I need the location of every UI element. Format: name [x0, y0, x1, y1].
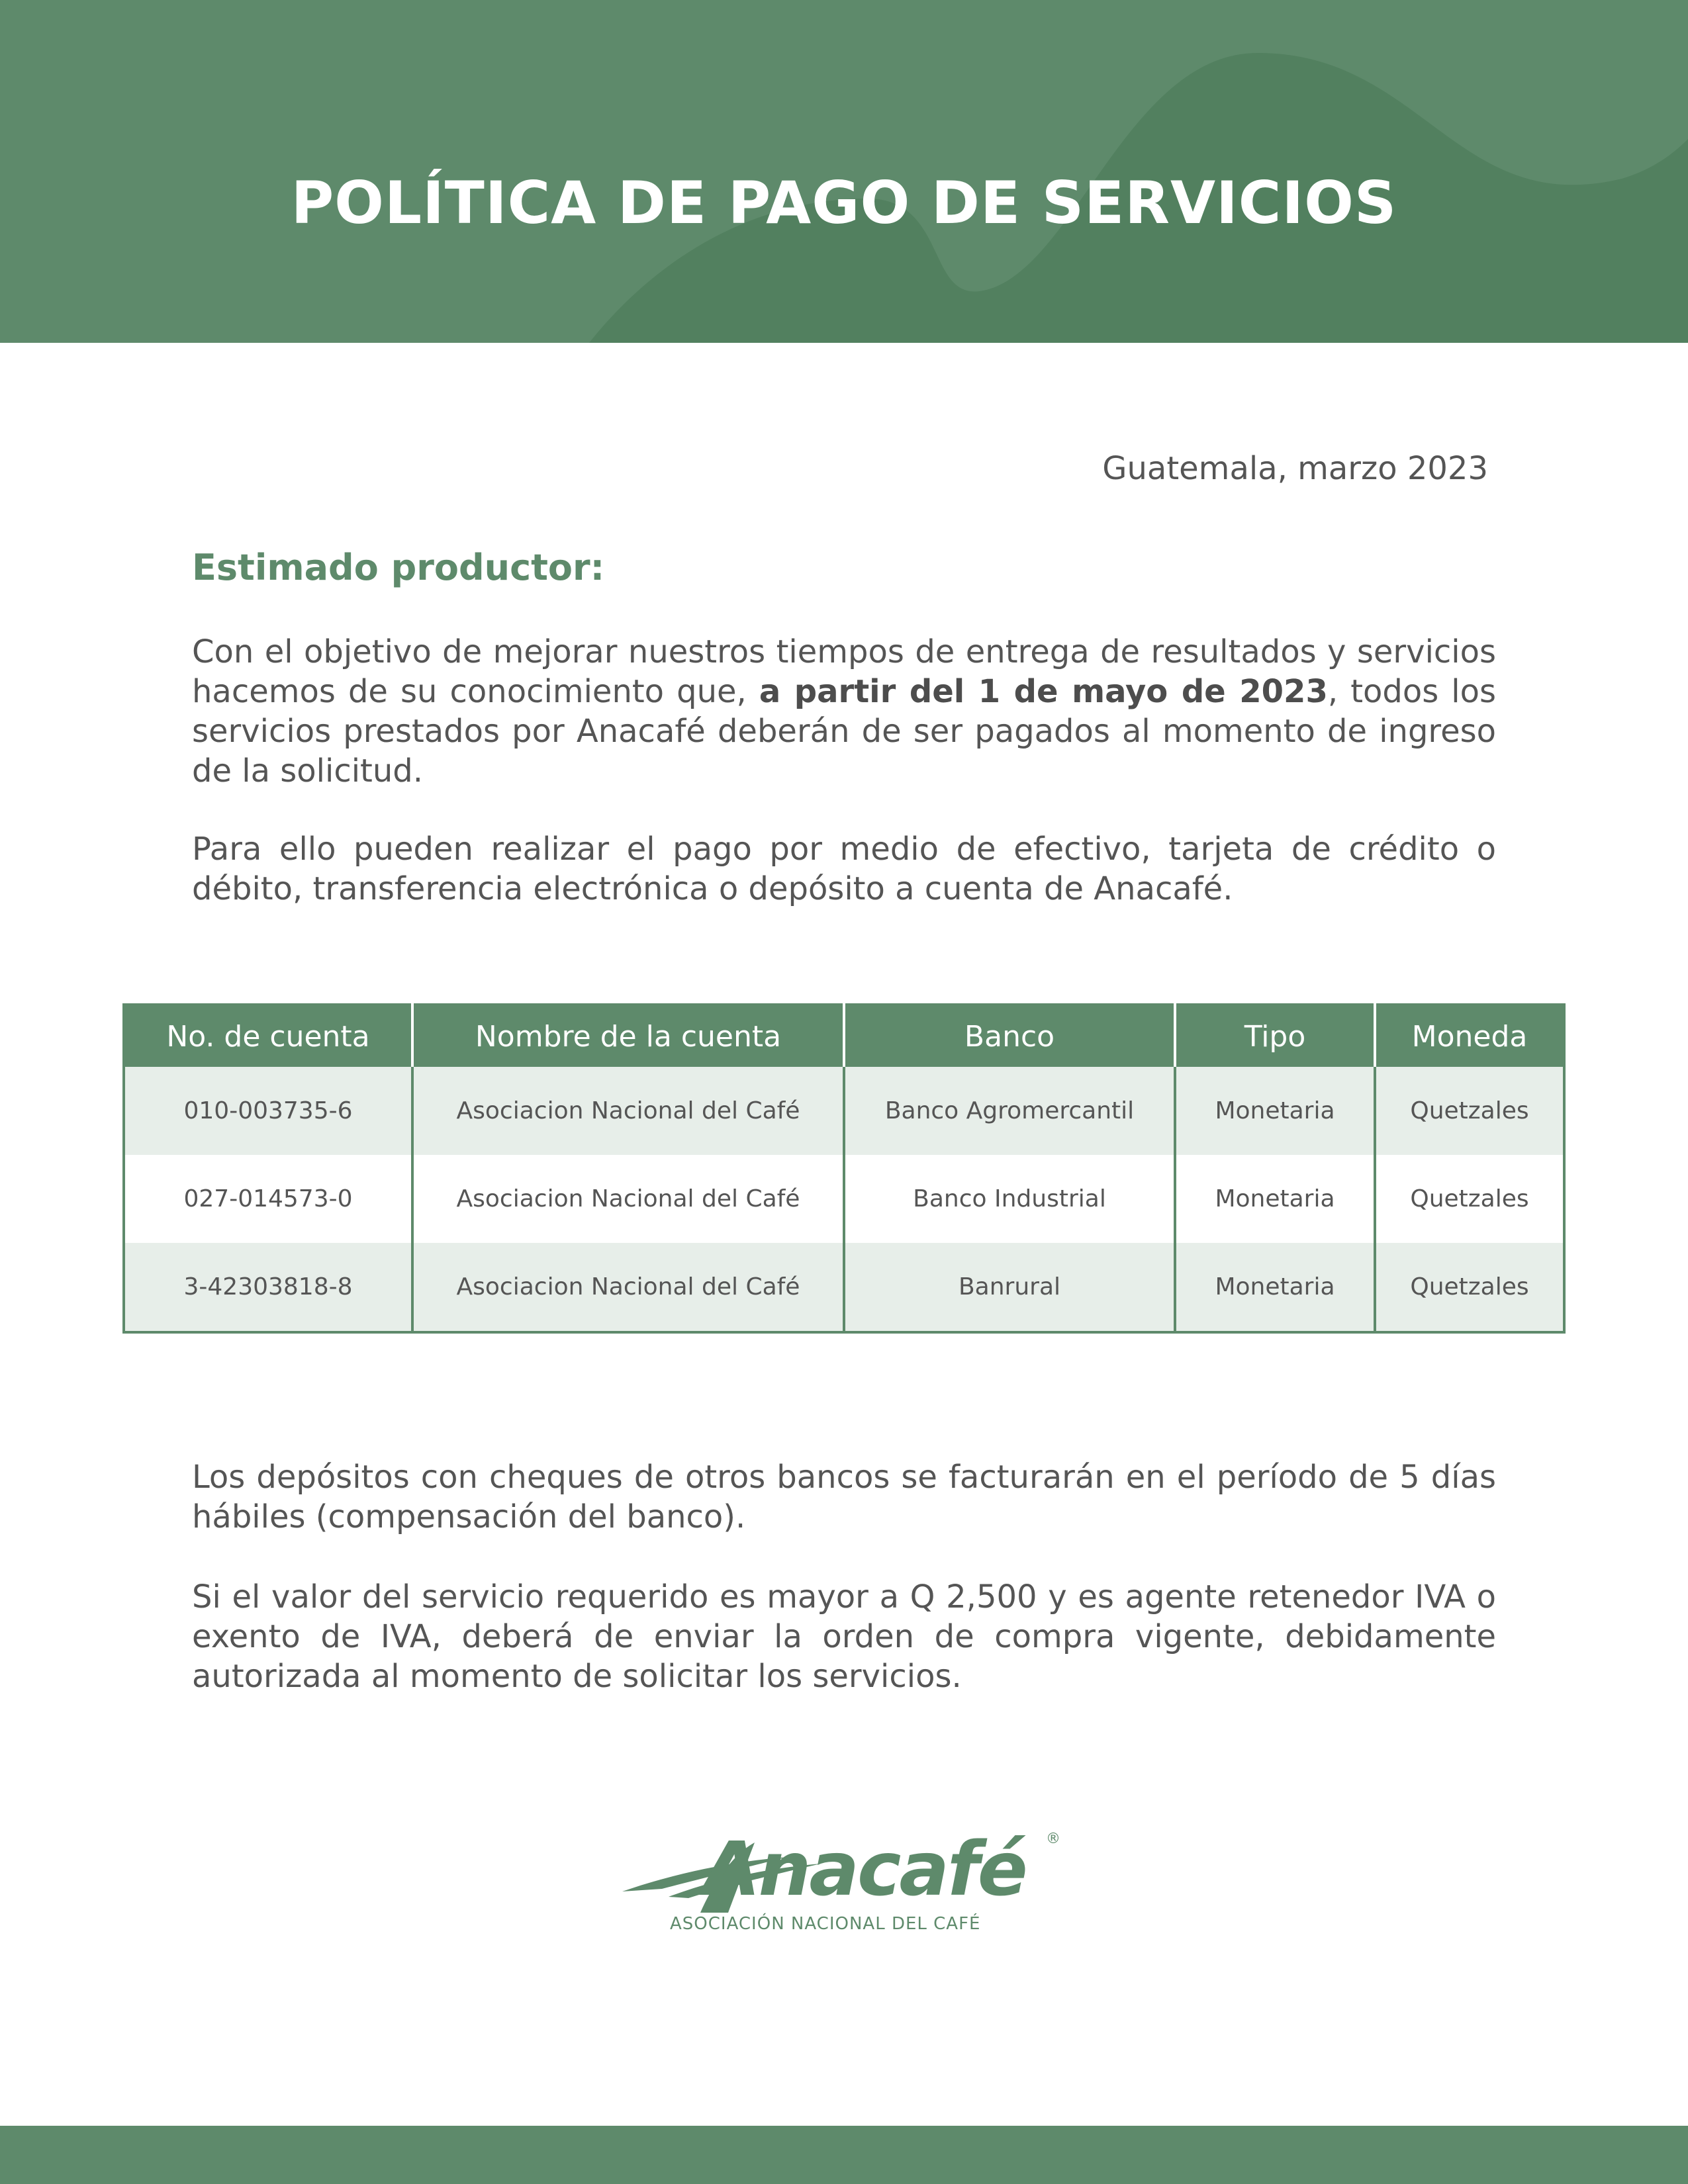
anacafe-logo — [622, 1827, 1072, 1939]
table-row — [124, 1155, 1564, 1243]
cell-currency: Quetzales — [1375, 1067, 1564, 1155]
logo-registered-mark: ® — [1046, 1831, 1060, 1847]
cell-bank: Banrural — [844, 1243, 1175, 1332]
table-row — [124, 1067, 1564, 1155]
cell-account-number: 027-014573-0 — [124, 1155, 412, 1243]
bank-accounts-table — [122, 1003, 1566, 1334]
paragraph-objective — [192, 632, 1496, 791]
effective-date-highlight: a partir del 1 de mayo de 2023 — [759, 673, 1328, 710]
cell-account-name: Asociacion Nacional del Café — [412, 1067, 844, 1155]
table-row — [124, 1243, 1564, 1332]
logo-wordmark: Anacafé — [703, 1827, 1026, 1913]
cell-account-name: Asociacion Nacional del Café — [412, 1155, 844, 1243]
column-header-currency: Moneda — [1375, 1005, 1564, 1067]
cell-type: Monetaria — [1175, 1067, 1375, 1155]
letter-greeting: Estimado productor: — [192, 547, 605, 588]
paragraph-payment-methods: Para ello pueden realizar el pago por medio de efectivo, tarjeta de crédito o débito, transferencia electrónica o depósito a cuenta de Anacafé. — [192, 831, 1496, 907]
header-banner — [0, 0, 1688, 343]
cell-currency: Quetzales — [1375, 1243, 1564, 1332]
logo-subtitle: ASOCIACIÓN NACIONAL DEL CAFÉ — [670, 1914, 981, 1934]
paragraph-iva-requirement: Si el valor del servicio requerido es mayor a Q 2,500 y es agente retenedor IVA o exento de IVA, deberá de enviar la orden de compra vigente, debidamente autorizada al momento de solicitar los servicios. — [192, 1578, 1496, 1695]
column-header-type: Tipo — [1175, 1005, 1375, 1067]
cell-bank: Banco Industrial — [844, 1155, 1175, 1243]
cell-account-number: 3-42303818-8 — [124, 1243, 412, 1332]
column-header-account-number: No. de cuenta — [124, 1005, 412, 1067]
cell-bank: Banco Agromercantil — [844, 1067, 1175, 1155]
page-title: POLÍTICA DE PAGO DE SERVICIOS — [291, 169, 1397, 237]
table-header-row — [124, 1005, 1564, 1067]
cell-account-name: Asociacion Nacional del Café — [412, 1243, 844, 1332]
cell-type: Monetaria — [1175, 1243, 1375, 1332]
cell-account-number: 010-003735-6 — [124, 1067, 412, 1155]
column-header-bank: Banco — [844, 1005, 1175, 1067]
cell-type: Monetaria — [1175, 1155, 1375, 1243]
footer-band — [0, 2126, 1688, 2184]
cell-currency: Quetzales — [1375, 1155, 1564, 1243]
letter-date: Guatemala, marzo 2023 — [1102, 450, 1488, 487]
paragraph-check-deposits: Los depósitos con cheques de otros bancos se facturarán en el período de 5 días hábiles (compensación del banco). — [192, 1459, 1496, 1535]
column-header-account-name: Nombre de la cuenta — [412, 1005, 844, 1067]
paragraph-objective-end: , todos los servicios prestados por Anacafé deberán de ser pagados al momento de ingreso de la solicitud. — [192, 673, 1497, 790]
paragraph-objective-start: Con el objetivo de mejorar nuestros tiempos de entrega de resultados y servicios hacemos de su conocimiento que, — [192, 633, 1496, 710]
